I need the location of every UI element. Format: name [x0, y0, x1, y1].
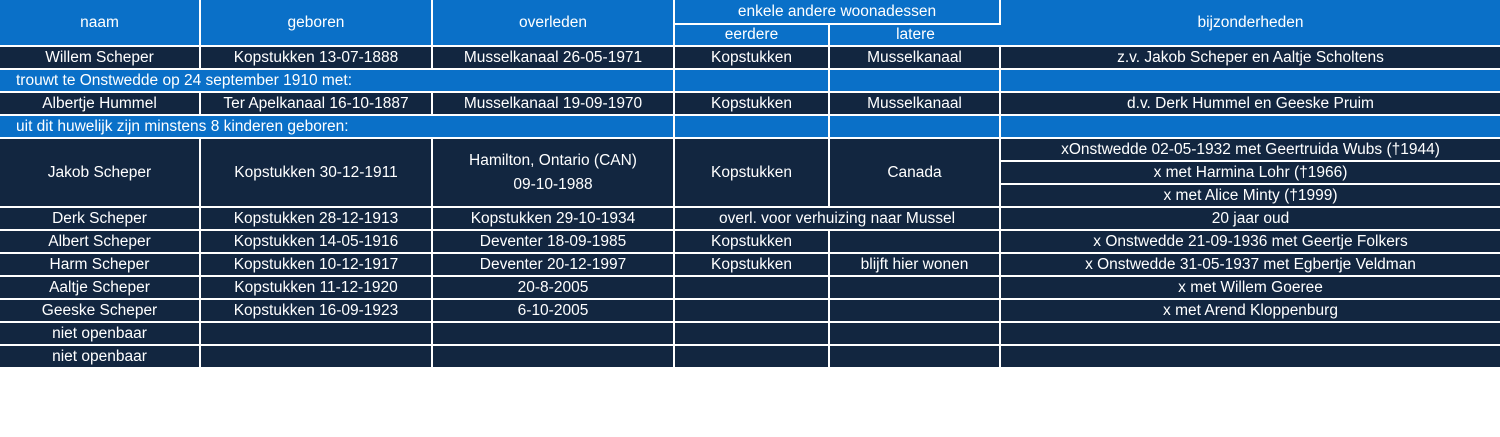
- cell-bijzonderheden: x met Willem Goeree: [1001, 277, 1500, 300]
- cell-latere: [830, 231, 1001, 254]
- table-row: [0, 231, 1500, 254]
- cell-eerdere: [675, 277, 830, 300]
- cell-eerdere: Kopstukken: [675, 231, 830, 254]
- cell-overleden: Deventer 20-12-1997: [433, 254, 675, 277]
- cell-empty: [675, 70, 830, 93]
- overleden-date: 09-10-1988: [513, 175, 593, 193]
- header-overleden: overleden: [433, 0, 675, 47]
- cell-bijzonderheden: x Onstwedde 21-09-1936 met Geertje Folkers: [1001, 231, 1500, 254]
- cell-overleden: 20-8-2005: [433, 277, 675, 300]
- cell-overleden: [433, 323, 675, 346]
- cell-overleden: Musselkanaal 19-09-1970: [433, 93, 675, 116]
- cell-overleden: 6-10-2005: [433, 300, 675, 323]
- table-row-mother: [0, 93, 1500, 116]
- cell-geboren: Kopstukken 10-12-1917: [201, 254, 433, 277]
- cell-geboren: [201, 323, 433, 346]
- cell-latere: Musselkanaal: [830, 93, 1001, 116]
- table-row: [0, 346, 1500, 369]
- cell-overleden: [433, 139, 675, 208]
- cell-eerdere: Kopstukken: [675, 139, 830, 208]
- table-row: [0, 254, 1500, 277]
- cell-geboren: Ter Apelkanaal 16-10-1887: [201, 93, 433, 116]
- cell-bijzonderheden: [1001, 346, 1500, 369]
- cell-bijzonderheden: x met Arend Kloppenburg: [1001, 300, 1500, 323]
- marriage-note: trouwt te Onstwedde op 24 september 1910 met:: [0, 70, 675, 93]
- cell-bijzonderheden: x Onstwedde 31-05-1937 met Egbertje Veldman: [1001, 254, 1500, 277]
- header-bijzonderheden: bijzonderheden: [1001, 0, 1500, 47]
- cell-bijzonderheden: xOnstwedde 02-05-1932 met Geertruida Wubs (†1944): [1001, 139, 1500, 162]
- cell-naam: Geeske Scheper: [0, 300, 201, 323]
- cell-geboren: Kopstukken 16-09-1923: [201, 300, 433, 323]
- cell-latere: [830, 277, 1001, 300]
- cell-latere: Musselkanaal: [830, 47, 1001, 70]
- cell-empty: [675, 116, 830, 139]
- cell-latere: [830, 323, 1001, 346]
- cell-geboren: [201, 346, 433, 369]
- cell-bijzonderheden: x met Alice Minty (†1999): [1001, 185, 1500, 208]
- table-row: [0, 323, 1500, 346]
- cell-eerdere: Kopstukken: [675, 254, 830, 277]
- cell-eerdere: [675, 323, 830, 346]
- cell-eerdere: Kopstukken: [675, 93, 830, 116]
- header-woonadressen: enkele andere woonadessen: [675, 0, 1001, 25]
- cell-bijzonderheden: [1001, 323, 1500, 346]
- cell-eerdere: Kopstukken: [675, 47, 830, 70]
- cell-geboren: Kopstukken 28-12-1913: [201, 208, 433, 231]
- cell-naam: Willem Scheper: [0, 47, 201, 70]
- table-row-father: [0, 47, 1500, 70]
- cell-geboren: Kopstukken 14-05-1916: [201, 231, 433, 254]
- cell-naam: Jakob Scheper: [0, 139, 201, 208]
- cell-geboren: Kopstukken 11-12-1920: [201, 277, 433, 300]
- cell-eerdere: [675, 346, 830, 369]
- cell-naam: Aaltje Scheper: [0, 277, 201, 300]
- cell-woonadres: overl. voor verhuizing naar Mussel: [675, 208, 1001, 231]
- header-geboren: geboren: [201, 0, 433, 47]
- table-row-marriage-note: [0, 70, 1500, 93]
- table-row-jakob: [0, 139, 1500, 162]
- cell-naam: niet openbaar: [0, 323, 201, 346]
- cell-latere: Canada: [830, 139, 1001, 208]
- table-row: [0, 300, 1500, 323]
- cell-empty: [1001, 116, 1500, 139]
- header-naam: naam: [0, 0, 201, 47]
- cell-naam: niet openbaar: [0, 346, 201, 369]
- cell-bijzonderheden: x met Harmina Lohr (†1966): [1001, 162, 1500, 185]
- cell-empty: [1001, 70, 1500, 93]
- cell-latere: blijft hier wonen: [830, 254, 1001, 277]
- cell-overleden: [433, 346, 675, 369]
- cell-overleden: Kopstukken 29-10-1934: [433, 208, 675, 231]
- children-note: uit dit huwelijk zijn minstens 8 kinderen geboren:: [0, 116, 675, 139]
- cell-naam: Albert Scheper: [0, 231, 201, 254]
- cell-empty: [830, 116, 1001, 139]
- cell-naam: Harm Scheper: [0, 254, 201, 277]
- cell-naam: Derk Scheper: [0, 208, 201, 231]
- cell-geboren: Kopstukken 13-07-1888: [201, 47, 433, 70]
- cell-overleden: Musselkanaal 26-05-1971: [433, 47, 675, 70]
- table-row-children-note: [0, 116, 1500, 139]
- header-row-top: [0, 0, 1500, 25]
- cell-overleden: Deventer 18-09-1985: [433, 231, 675, 254]
- table-row-derk: [0, 208, 1500, 231]
- cell-bijzonderheden: 20 jaar oud: [1001, 208, 1500, 231]
- header-latere: latere: [830, 25, 1001, 47]
- table-row: [0, 277, 1500, 300]
- cell-bijzonderheden: z.v. Jakob Scheper en Aaltje Scholtens: [1001, 47, 1500, 70]
- cell-latere: [830, 346, 1001, 369]
- cell-naam: Albertje Hummel: [0, 93, 201, 116]
- header-eerdere: eerdere: [675, 25, 830, 47]
- cell-empty: [830, 70, 1001, 93]
- cell-eerdere: [675, 300, 830, 323]
- cell-latere: [830, 300, 1001, 323]
- cell-bijzonderheden: d.v. Derk Hummel en Geeske Pruim: [1001, 93, 1500, 116]
- overleden-place: Hamilton, Ontario (CAN): [469, 151, 637, 169]
- cell-geboren: Kopstukken 30-12-1911: [201, 139, 433, 208]
